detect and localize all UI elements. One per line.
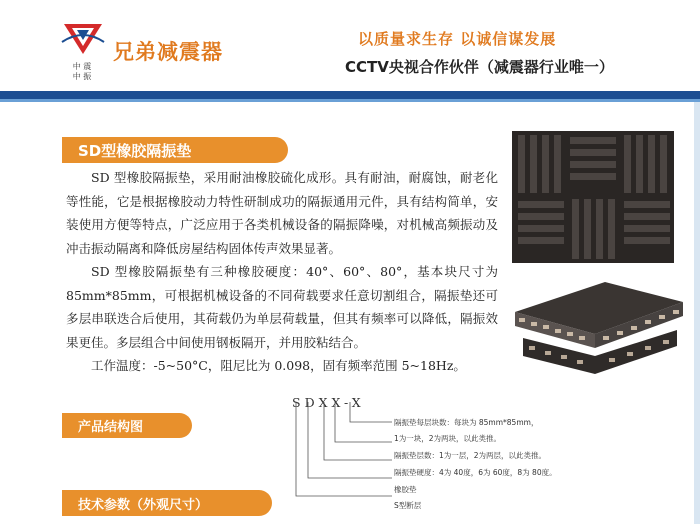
partner-tagline: CCTV央视合作伙伴（减震器行业唯一）	[345, 58, 614, 76]
rubber-pad-top-photo	[512, 131, 674, 263]
product-title-banner	[62, 137, 288, 163]
logo-text	[62, 62, 102, 82]
structure-title-banner	[62, 413, 192, 438]
description-paragraph-3: 工作温度：-5~50°C，阻尼比为 0.098，固有频率范围 5~18Hz。	[91, 358, 466, 373]
params-title-banner	[62, 490, 272, 516]
product-description	[66, 166, 498, 378]
header-divider	[0, 91, 700, 99]
logo-emblem-icon	[60, 20, 106, 60]
annotation-rubber-pad: 橡胶垫	[394, 485, 417, 494]
logo-line-1: 中 震	[72, 62, 92, 71]
annotation-layers: 隔振垫层数：1为一层，2为两层，以此类推。	[394, 451, 547, 460]
right-edge-stripe	[694, 102, 700, 524]
annotation-hardness: 隔振垫硬度：4为 40度，6为 60度，8为 80度。	[394, 468, 557, 477]
structure-title: 产品结构图	[78, 420, 144, 435]
description-paragraph-1: SD 型橡胶隔振垫，采用耐油橡胶硫化成形。具有耐油，耐腐蚀，耐老化等性能，它是根据橡胶动力特性研制成功的隔振通用元件，具有结构简单，安装使用方便等特点，广泛应用于各类机械设备的隔振降噪，对机械高频振动及冲击振动隔离和降低房屋结构固体传声效果显著。	[66, 170, 498, 256]
annotation-blocks-example: 1为一块，2为两块，以此类推。	[394, 434, 502, 443]
model-code: SDXX-X	[292, 395, 365, 410]
annotation-s-section: S型断层	[394, 501, 422, 510]
annotation-blocks-per-layer: 隔振垫每层块数：每块为 85mm*85mm，	[394, 418, 539, 427]
product-title: SD型橡胶隔振垫	[78, 141, 192, 160]
logo-line-2: 中 振	[72, 72, 92, 81]
stacked-pads-photo	[505, 272, 685, 384]
header-divider-light	[0, 99, 700, 102]
params-title: 技术参数（外观尺寸）	[78, 497, 209, 513]
company-slogan: 以质量求生存 以诚信谋发展	[358, 30, 557, 48]
brand-name: 兄弟减震器	[113, 40, 223, 64]
description-paragraph-2: SD 型橡胶隔振垫有三种橡胶硬度：40°、60°、80°，基本块尺寸为 85mm*85mm，可根据机械设备的不同荷载要求任意切割组合，隔振垫还可多层串联迭合后使用，其荷载仍为单层荷载量，但其有频率可以降低，隔振效果更佳。多层组合中间使用钢板隔开，并用胶粘结合。	[66, 264, 498, 350]
